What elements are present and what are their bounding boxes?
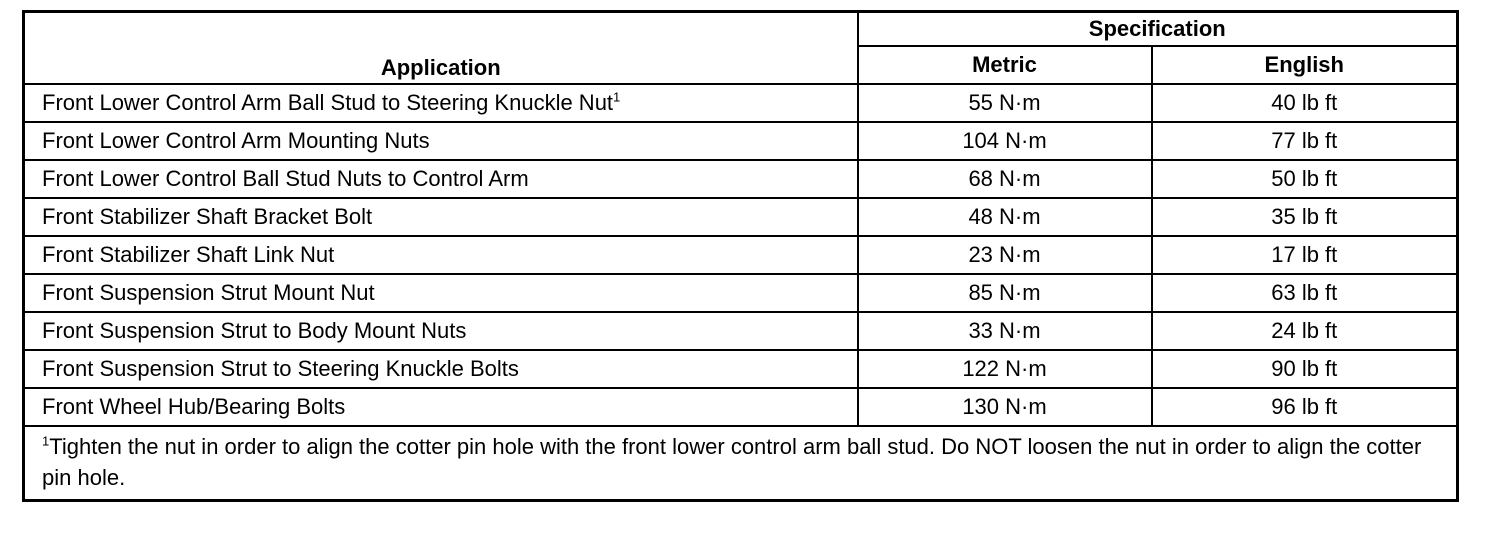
application-cell: Front Stabilizer Shaft Bracket Bolt bbox=[24, 198, 858, 236]
metric-value: 85 N·m bbox=[858, 274, 1152, 312]
fastener-specification-table bbox=[22, 10, 1459, 502]
english-header: English bbox=[1152, 46, 1458, 84]
application-text: Front Lower Control Arm Ball Stud to Steering Knuckle Nut bbox=[42, 90, 614, 116]
english-value: 96 lb ft bbox=[1152, 388, 1458, 426]
application-cell: Front Lower Control Ball Stud Nuts to Control Arm bbox=[24, 160, 858, 198]
application-cell: Front Stabilizer Shaft Link Nut bbox=[24, 236, 858, 274]
metric-value: 130 N·m bbox=[858, 388, 1152, 426]
footnote-row bbox=[24, 426, 1458, 501]
english-value: 90 lb ft bbox=[1152, 350, 1458, 388]
metric-header: Metric bbox=[858, 46, 1152, 84]
english-value: 40 lb ft bbox=[1152, 84, 1458, 122]
metric-value: 122 N·m bbox=[858, 350, 1152, 388]
metric-value: 48 N·m bbox=[858, 198, 1152, 236]
application-cell bbox=[24, 84, 858, 122]
english-value: 50 lb ft bbox=[1152, 160, 1458, 198]
metric-value: 33 N·m bbox=[858, 312, 1152, 350]
english-value: 35 lb ft bbox=[1152, 198, 1458, 236]
application-cell: Front Wheel Hub/Bearing Bolts bbox=[24, 388, 858, 426]
table-row bbox=[24, 388, 1458, 426]
footnote-text: Tighten the nut in order to align the cotter pin hole with the front lower control arm ball stud. Do NOT loosen the nut in order to align the cotter pin hole. bbox=[42, 434, 1422, 490]
application-cell: Front Lower Control Arm Mounting Nuts bbox=[24, 122, 858, 160]
footnote-reference: 1 bbox=[613, 90, 621, 106]
footnote-marker: 1 bbox=[42, 433, 50, 449]
footnote bbox=[24, 426, 1458, 501]
table-row bbox=[24, 122, 1458, 160]
english-value: 63 lb ft bbox=[1152, 274, 1458, 312]
table-row bbox=[24, 160, 1458, 198]
application-cell: Front Suspension Strut to Body Mount Nuts bbox=[24, 312, 858, 350]
table-row bbox=[24, 198, 1458, 236]
specification-header: Specification bbox=[858, 12, 1458, 47]
metric-value: 104 N·m bbox=[858, 122, 1152, 160]
table-row bbox=[24, 84, 1458, 122]
table-row bbox=[24, 236, 1458, 274]
english-value: 17 lb ft bbox=[1152, 236, 1458, 274]
metric-value: 55 N·m bbox=[858, 84, 1152, 122]
english-value: 24 lb ft bbox=[1152, 312, 1458, 350]
english-value: 77 lb ft bbox=[1152, 122, 1458, 160]
table-row bbox=[24, 350, 1458, 388]
application-cell: Front Suspension Strut Mount Nut bbox=[24, 274, 858, 312]
metric-value: 68 N·m bbox=[858, 160, 1152, 198]
application-cell: Front Suspension Strut to Steering Knuckle Bolts bbox=[24, 350, 858, 388]
table-row bbox=[24, 312, 1458, 350]
table-row bbox=[24, 274, 1458, 312]
metric-value: 23 N·m bbox=[858, 236, 1152, 274]
application-header: Application bbox=[24, 12, 858, 85]
